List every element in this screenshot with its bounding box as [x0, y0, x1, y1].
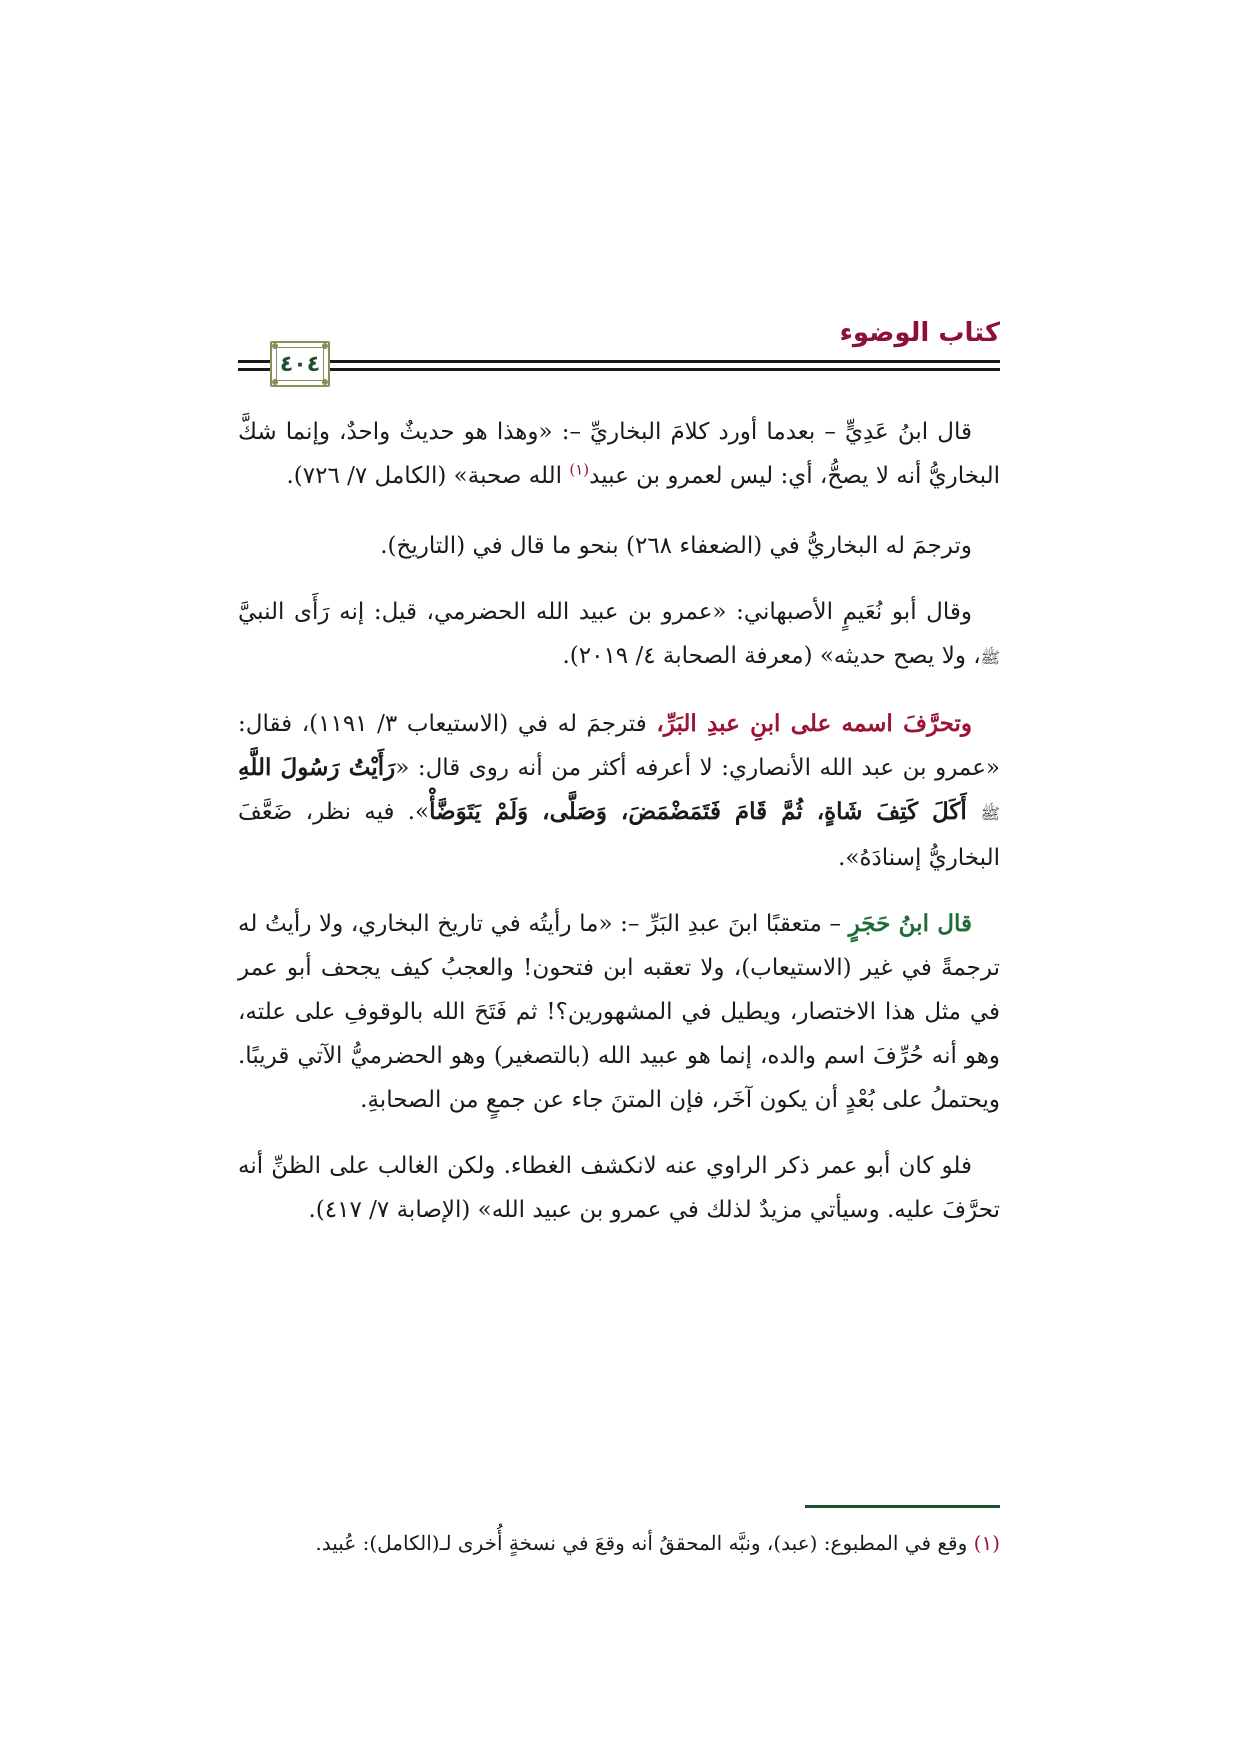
- footnote-separator: [805, 1505, 1000, 1508]
- header-rules: [238, 360, 1000, 380]
- ornament-corner-icon: [272, 343, 278, 349]
- paragraph-text: قال ابنُ عَدِيٍّ – بعدما أورد كلامَ البخاريِّ –: «وهذا هو حديثٌ واحدٌ، وإنما شكَّ البخاريُّ أنه لا يصحُّ، أي: ليس لعمرو بن عبيد: [238, 419, 1000, 489]
- paragraph-abu-nuaym: [238, 590, 1000, 680]
- paragraph-lead: قال ابنُ حَجَرٍ: [848, 910, 972, 937]
- page-number-inner-frame: [276, 347, 324, 381]
- paragraph-bukhari-duafa: وترجمَ له البخاريُّ في (الضعفاء ٢٦٨) بنحو ما قال في (التاريخ).: [380, 533, 972, 559]
- footnote: [238, 1525, 1000, 1561]
- page-number-frame: [270, 341, 330, 387]
- header-rule-top: [238, 360, 1000, 363]
- ornament-corner-icon: [322, 379, 328, 385]
- page-number: ٤٠٤: [279, 351, 321, 377]
- paragraph-text: فترجمَ له في (الاستيعاب ٣/ ١١٩١)، فقال: «عمرو بن عبد الله الأنصاري: لا أعرفه أكثر من أنه روى قال: «: [238, 711, 1000, 781]
- paragraph-text: ». فيه نظر، ضَعَّفَ البخاريُّ إسنادَهُ».: [238, 799, 1000, 871]
- footnote-reference[interactable]: (١): [569, 460, 590, 479]
- hadith-text: رَأَيْتُ رَسُولَ اللَّهِ: [238, 754, 396, 781]
- paragraph-lead: وتحرَّفَ اسمه على ابنِ عبدِ البَرِّ،: [656, 710, 973, 737]
- book-title: كتاب الوضوء: [839, 318, 1000, 348]
- paragraph-conclusion: فلو كان أبو عمر ذكر الراوي عنه لانكشف الغطاء. ولكن الغالب على الظنِّ أنه تحرَّفَ عليه. وسيأتي مزيدٌ لذلك في عمرو بن عبيد الله» (الإصابة ٧/ ٤١٧).: [238, 1153, 1000, 1223]
- salla-honorific: ﷺ: [980, 804, 1000, 823]
- ornament-corner-icon: [272, 379, 278, 385]
- paragraph-text: الله صحبة» (الكامل ٧/ ٧٢٦).: [286, 463, 570, 489]
- main-text: [238, 410, 1000, 1254]
- footnote-number: (١): [973, 1531, 1000, 1555]
- paragraph-ibn-hajar: [238, 902, 1000, 1122]
- header-rule-bottom: [238, 368, 1000, 371]
- page-header: [238, 318, 1000, 388]
- paragraph-ibn-adi: [238, 410, 1000, 498]
- ornament-corner-icon: [322, 343, 328, 349]
- paragraph-text: – متعقبًا ابنَ عبدِ البَرِّ –: «ما رأيتُه في تاريخ البخاري، ولا رأيتُ له ترجمةً في غير (الاستيعاب)، ولا تعقبه ابن فتحون! والعجبُ كيف يجحف أبو عمر في مثل هذا الاختصار، ويطيل في المشهورين؟! ثم فَتَحَ الله بالوقوفِ على علته، وهو أنه حُرِّفَ اسم والده، إنما هو عبيد الله (بالتصغير) وهو الحضرميُّ الآتي قريبًا. ويحتملُ على بُعْدٍ أن يكون آخَر، فإن المتنَ جاء عن جمعٍ من الصحابةِ.: [238, 911, 1000, 1113]
- paragraph-ibn-abd-al-barr: [238, 702, 1000, 880]
- footnote-text: وقع في المطبوع: (عبد)، ونبَّه المحققُ أنه وقعَ في نسخةٍ أُخرى لـ(الكامل): عُبيد.: [315, 1531, 974, 1555]
- hadith-text: أَكَلَ كَتِفَ شَاةٍ، ثُمَّ قَامَ فَتَمَضْمَضَ، وَصَلَّى، وَلَمْ يَتَوَضَّأْ: [429, 798, 981, 825]
- salla-honorific: ﷺ: [980, 648, 1000, 667]
- paragraph-text: وقال أبو نُعَيمٍ الأصبهاني: «عمرو بن عبيد الله الحضرمي، قيل: إنه رَأَى النبيَّ: [238, 599, 972, 625]
- paragraph-text: ، ولا يصح حديثه» (معرفة الصحابة ٤/ ٢٠١٩).: [562, 643, 981, 669]
